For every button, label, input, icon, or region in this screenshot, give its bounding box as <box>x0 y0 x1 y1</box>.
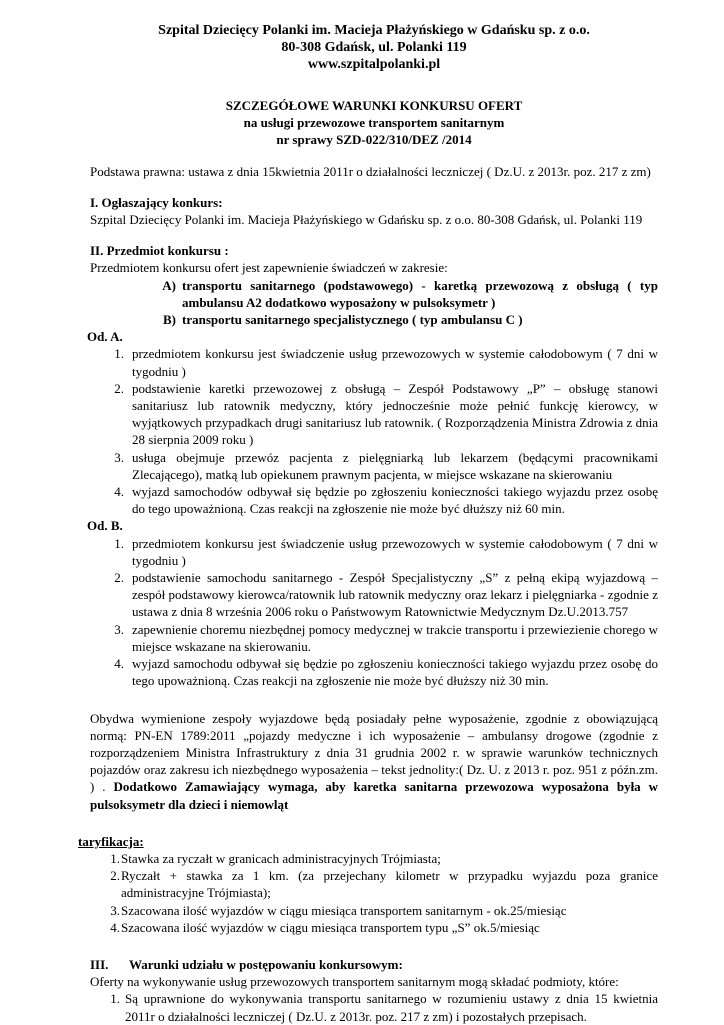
section-1-heading: I. Ogłaszający konkurs: <box>90 194 223 210</box>
scope-item-b: B) transportu sanitarnego specjalistycznego ( typ ambulansu C ) <box>163 312 523 328</box>
list-item: 4. Szacowana ilość wyjazdów w ciągu miesiąca transportem typu „S” ok.5/miesiąc <box>110 919 540 935</box>
title-case-number: nr sprawy SZD-022/310/DEZ /2014 <box>276 132 472 148</box>
list-item: 1. Są uprawnione do wykonywania transportu sanitarnego w rozumieniu ustawy z dnia 15 kwietnia 2011r o działalności leczniczej ( Dz.U. z 2013r. poz. 217 z zm) i pozostałych przepisach. <box>110 991 658 1024</box>
section-3-list <box>90 990 658 1024</box>
header-address: 80-308 Gdańsk, ul. Polanki 119 <box>281 40 467 55</box>
legal-basis: Podstawa prawna: ustawa z dnia 15kwietnia 2011r o działalności leczniczej ( Dz.U. z 2013r. poz. 217 z zm) <box>90 163 651 179</box>
section-2-intro: Przedmiotem konkursu ofert jest zapewnienie świadczeń w zakresie: <box>90 260 448 276</box>
list-item: 2. Ryczałt + stawka za 1 km. (za przejechany kilometr w przypadku wyjazdu poza granice administracyjne Trójmiasta); <box>110 868 658 901</box>
list-item: 1. przedmiotem konkursu jest świadczenie usług przewozowych w systemie całodobowym ( 7 dni w tygodniu ) <box>114 535 658 568</box>
list-item: 4. wyjazd samochodów odbywał się będzie po zgłoszeniu konieczności takiego wyjazdu przez osobę do tego upoważnioną. Czas reakcji na zgłoszenie nie może być dłuższy niż 60 min. <box>114 484 658 517</box>
od-b-list <box>90 535 658 690</box>
od-a-list <box>90 345 658 517</box>
title-subject: na usługi przewozowe transportem sanitarnym <box>243 115 505 131</box>
tariff-list <box>90 850 658 936</box>
list-item: 1. Stawka za ryczałt w granicach administracyjnych Trójmiasta; <box>110 850 441 866</box>
section-3-heading: III. Warunki udziału w postępowaniu konkursowym: <box>90 956 403 972</box>
od-a-label: Od. A. <box>87 329 123 345</box>
header-website: www.szpitalpolanki.pl <box>307 57 441 72</box>
document-title <box>90 97 658 149</box>
document-page <box>78 22 658 1025</box>
scope-list <box>90 277 658 329</box>
document-header <box>90 22 658 73</box>
list-item: 1. przedmiotem konkursu jest świadczenie usług przewozowych w systemie całodobowym ( 7 dni w tygodniu ) <box>114 346 658 379</box>
section-3-intro: Oferty na wykonywanie usług przewozowych transportem sanitarnym mogą składać podmioty, które: <box>90 974 619 990</box>
list-item: 3. Szacowana ilość wyjazdów w ciągu miesiąca transportem sanitarnym - ok.25/miesiąc <box>110 902 567 918</box>
title-main: SZCZEGÓŁOWE WARUNKI KONKURSU OFERT <box>225 98 523 113</box>
header-hospital-name: Szpital Dziecięcy Polanki im. Macieja Płażyńskiego w Gdańsku sp. z o.o. <box>158 23 590 38</box>
list-item: 4. wyjazd samochodu odbywał się będzie po zgłoszeniu konieczności takiego wyjazdu przez osobę do tego upoważnioną. Czas reakcji na zgłoszenie nie może być dłuższy niż 30 min. <box>114 656 658 689</box>
equipment-requirement: Dodatkowo Zamawiający wymaga, aby karetka sanitarna przewozowa wyposażona była w pulsoksymetr dla dzieci i niemowląt <box>90 779 658 812</box>
tariff-heading: taryfikacja: <box>78 833 144 849</box>
list-item: 2. podstawienie karetki przewozowej z obsługą – Zespół Podstawowy „P” – obsługę stanowi sanitariusz lub ratownik medyczny, który jednocześnie może pełnić funkcję kierowcy, w wyjątkowych przypadkach drugi sanitariusz lub ratownik. ( Rozporządzenia Ministra Zdrowia z dnia 28 sierpnia 2009 roku ) <box>114 380 658 448</box>
list-item: 3. zapewnienie choremu niezbędnej pomocy medycznej w trakcie transportu i przewiezienie chorego w miejsce wskazane na skierowaniu. <box>114 621 658 654</box>
od-b-label: Od. B. <box>87 518 123 534</box>
equipment-paragraph: Obydwa wymienione zespoły wyjazdowe będą posiadały pełne wyposażenie, zgodnie z obowiązującą normą: PN-EN 1789:2011 „pojazdy medyczne i ich wyposażenie – ambulansy drogowe (zgodnie z rozporządzeniem Ministra Infrastruktury z dnia 31 grudnia 2002 r. w sprawie warunków technicznych pojazdów oraz zakresu ich niezbędnego wyposażenia – tekst jednolity:( Dz. U. z 2013 r. poz. 951 z późn.zm. ) . Dodatkowo Zamawiający wymaga, aby karetka sanitarna przewozowa wyposażona była w pulsoksymetr dla dzieci i niemowląt <box>90 710 658 812</box>
list-item: 3. usługa obejmuje przewóz pacjenta z pielęgniarką lub lekarzem (będącymi pracownikami Zlecającego), matką lub opiekunem prawnym pacjenta, w miejsce wskazane na skierowaniu <box>114 449 658 482</box>
section-1-text: Szpital Dziecięcy Polanki im. Macieja Płażyńskiego w Gdańsku sp. z o.o. 80-308 Gdańsk, ul. Polanki 119 <box>90 212 643 228</box>
list-item: 2. podstawienie samochodu sanitarnego - Zespół Specjalistyczny „S” z pełną ekipą wyjazdową – zespół podstawowy kierowca/ratownik lub ratownik medyczny oraz lekarz i pielęgniarka - zgodnie z ustawa z dnia 8 września 2006 roku o Państwowym Ratownictwie Medycznym Dz.U.2013.757 <box>114 570 658 620</box>
section-2-heading: II. Przedmiot konkursu : <box>90 243 229 259</box>
scope-item-a: A) transportu sanitarnego (podstawowego) - karetką przewozową z obsługą ( typ ambulansu A2 dodatkowo wyposażony w pulsoksymetr ) <box>162 277 658 310</box>
